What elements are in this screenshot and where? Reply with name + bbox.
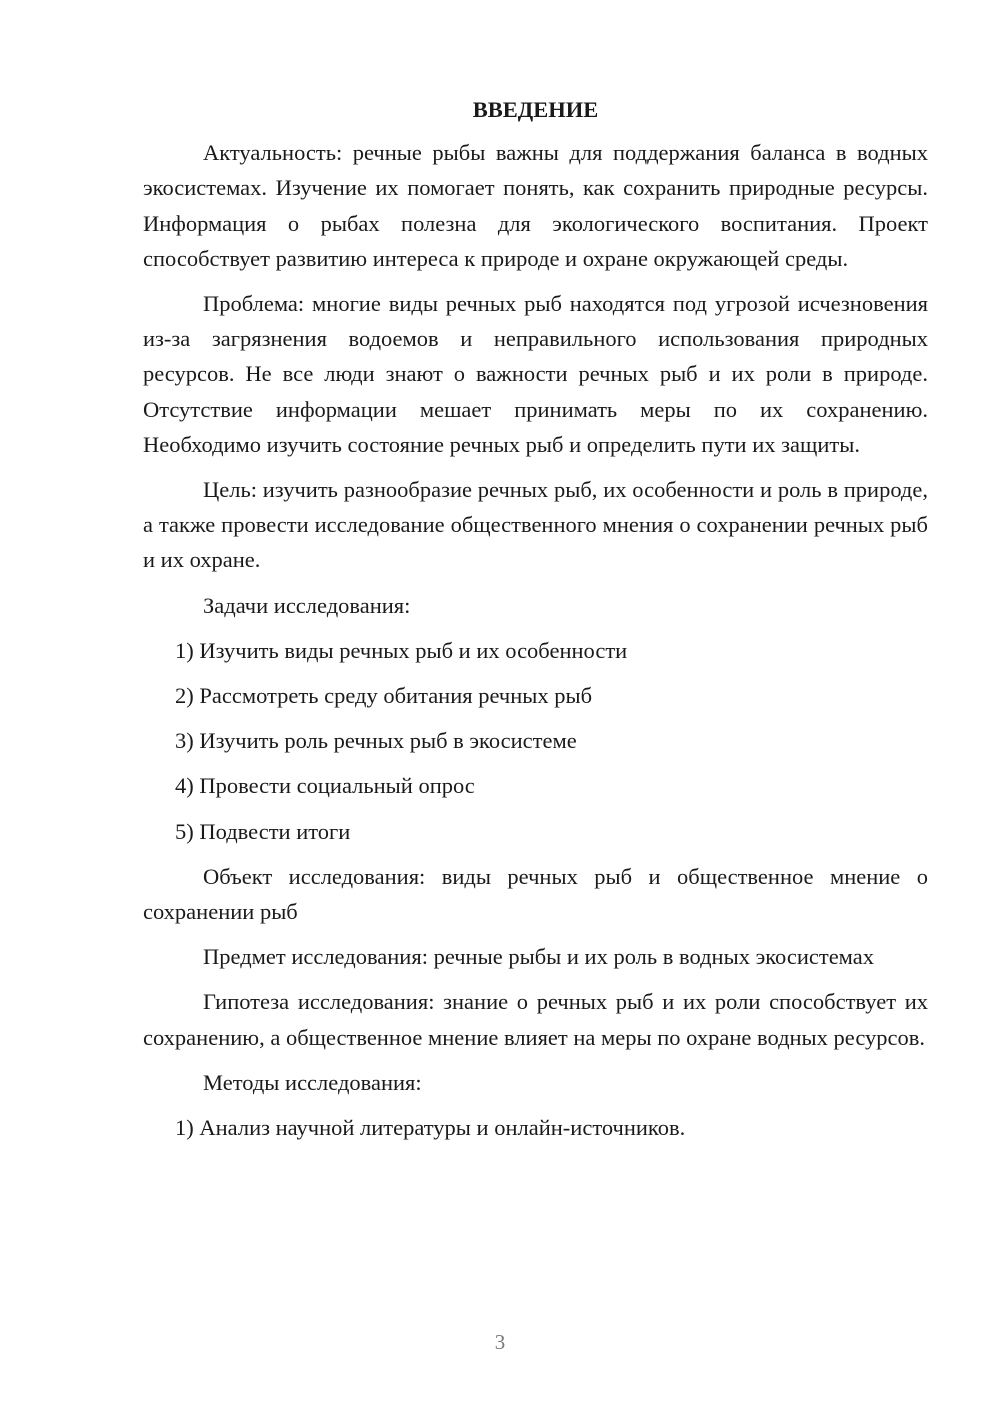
subject-paragraph: Предмет исследования: речные рыбы и их роль в водных экосистемах xyxy=(203,944,875,970)
task-item: 2) Рассмотреть среду обитания речных рыб xyxy=(175,683,593,709)
task-item: 1) Изучить виды речных рыб и их особенности xyxy=(175,637,628,663)
document-body xyxy=(143,92,928,1155)
page-title: ВВЕДЕНИЕ xyxy=(472,97,599,122)
page-number: 3 xyxy=(494,1330,506,1354)
task-item: 3) Изучить роль речных рыб в экосистеме xyxy=(175,728,577,754)
method-item: 1) Анализ научной литературы и онлайн-источников. xyxy=(175,1115,686,1141)
goal-paragraph: Цель: изучить разнообразие речных рыб, их особенности и роль в природе, а также провести исследование общественного мнения о сохранении речных рыб и их охране. xyxy=(143,477,928,573)
task-item: 5) Подвести итоги xyxy=(175,818,351,844)
task-item: 4) Провести социальный опрос xyxy=(175,773,475,799)
hypothesis-paragraph: Гипотеза исследования: знание о речных рыб и их роли способствует их сохранению, а общественное мнение влияет на меры по охране водных ресурсов. xyxy=(143,989,928,1050)
methods-heading: Методы исследования: xyxy=(203,1069,422,1095)
problem-paragraph: Проблема: многие виды речных рыб находятся под угрозой исчезновения из-за загрязнения водоемов и неправильного использования природных ресурсов. Не все люди знают о важности речных рыб и их роли в природе. Отсутствие информации мешает принимать меры по их сохранению. Необходимо изучить состояние речных рыб и определить пути их защиты. xyxy=(143,291,928,457)
relevance-paragraph: Актуальность: речные рыбы важны для поддержания баланса в водных экосистемах. Изучение их помогает понять, как сохранить природные ресурсы. Информация о рыбах полезна для экологического воспитания. Проект способствует развитию интереса к природе и охране окружающей среды. xyxy=(143,140,928,271)
object-paragraph: Объект исследования: виды речных рыб и общественное мнение о сохранении рыб xyxy=(143,863,928,925)
tasks-heading: Задачи исследования: xyxy=(203,592,411,618)
